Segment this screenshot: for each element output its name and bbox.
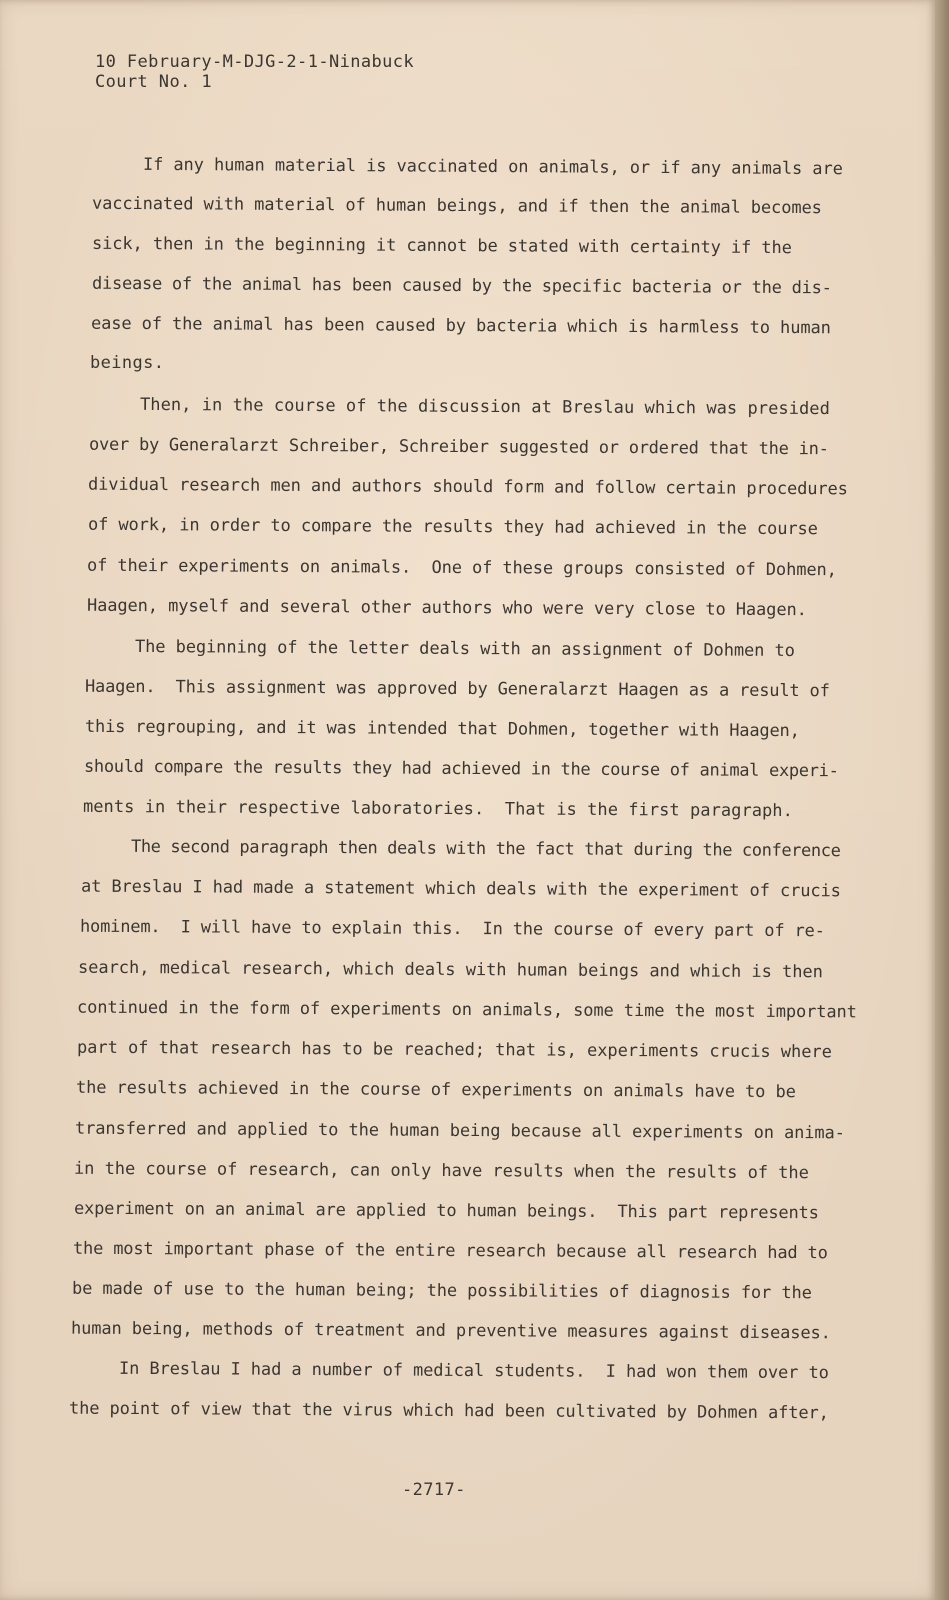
- text-line: experiment on an animal are applied to human beings. This part represents: [73, 1198, 819, 1224]
- text-line: over by Generalarzt Schreiber, Schreiber suggested or ordered that the in-: [88, 434, 829, 460]
- text-line: search, medical research, which deals with human beings and which is then: [77, 957, 823, 983]
- page-edge: [935, 0, 949, 1600]
- text-line: The second paragraph then deals with the fact that during the conference: [130, 836, 841, 862]
- text-line: dividual research men and authors should form and follow certain procedures: [87, 474, 848, 500]
- text-line: The beginning of the letter deals with an assignment of Dohmen to: [134, 636, 795, 662]
- text-line: vaccinated with material of human beings, and if then the animal becomes: [91, 193, 822, 219]
- text-line: In Breslau I had a number of medical students. I had won them over to: [118, 1358, 829, 1384]
- text-line: Then, in the course of the discussion at Breslau which was presided: [139, 394, 830, 420]
- text-line: the point of view that the virus which had been cultivated by Dohmen after,: [68, 1398, 829, 1424]
- text-line: be made of use to the human being; the possibilities of diagnosis for the: [71, 1278, 812, 1304]
- header-court: Court No. 1: [95, 72, 212, 92]
- text-line: of their experiments on animals. One of these groups consisted of Dohmen,: [86, 555, 837, 581]
- text-line: ments in their respective laboratories. That is the first paragraph.: [82, 796, 793, 822]
- text-line: of work, in order to compare the results they had achieved in the course: [87, 514, 818, 540]
- text-line: hominem. I will have to explain this. In the course of every part of re-: [79, 916, 825, 942]
- text-line: beings.: [90, 353, 165, 373]
- text-line: the most important phase of the entire research because all research had to: [72, 1238, 828, 1264]
- text-line: human being, methods of treatment and preventive measures against diseases.: [70, 1318, 831, 1344]
- text-line: disease of the animal has been caused by the specific bacteria or the dis-: [91, 273, 832, 299]
- text-line: in the course of research, can only have results when the results of the: [73, 1158, 809, 1184]
- page-number: -2717-: [402, 1480, 466, 1500]
- text-line: this regrouping, and it was intended that Dohmen, together with Haagen,: [84, 716, 800, 742]
- text-line: Haagen, myself and several other authors who were very close to Haagen.: [86, 595, 807, 621]
- text-line: the results achieved in the course of experiments on animals have to be: [75, 1077, 796, 1103]
- text-line: part of that research has to be reached; that is, experiments crucis where: [76, 1037, 832, 1063]
- text-line: continued in the form of experiments on animals, some time the most important: [76, 997, 857, 1023]
- text-line: Haagen. This assignment was approved by Generalarzt Haagen as a result of: [84, 676, 830, 702]
- text-line: If any human material is vaccinated on animals, or if any animals are: [142, 154, 843, 180]
- text-line: ease of the animal has been caused by bacteria which is harmless to human: [90, 313, 831, 339]
- header-reference: 10 February-M-DJG-2-1-Ninabuck: [95, 52, 415, 72]
- text-line: transferred and applied to the human being because all experiments on anima-: [74, 1118, 845, 1144]
- text-line: should compare the results they had achieved in the course of animal experi-: [83, 756, 839, 782]
- text-line: at Breslau I had made a statement which deals with the experiment of crucis: [80, 876, 841, 902]
- text-line: sick, then in the beginning it cannot be stated with certainty if the: [91, 233, 792, 259]
